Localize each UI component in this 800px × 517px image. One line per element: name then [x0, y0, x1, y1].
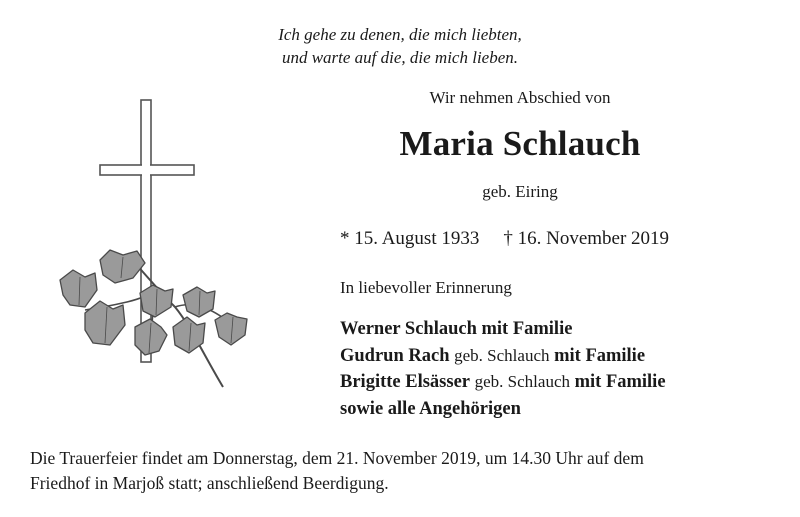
intro-text: Wir nehmen Abschied von	[429, 88, 611, 107]
mourner-suffix: mit Familie	[574, 372, 666, 392]
funeral-notice-line-2: Friedhof in Marjoß statt; anschließend Beerdigung.	[30, 473, 389, 493]
cross-with-ivy-illustration	[55, 95, 255, 395]
life-dates	[340, 228, 669, 250]
birth-date: * 15. August 1933	[340, 228, 480, 249]
birth-name: geb. Eiring	[482, 182, 558, 201]
quote-line-1: Ich gehe zu denen, die mich liebten,	[278, 25, 522, 44]
mourner-line	[340, 316, 666, 343]
funeral-notice-line-1: Die Trauerfeier findet am Donnerstag, dem 21. November 2019, um 14.30 Uhr auf dem	[30, 448, 644, 468]
mourner-name: Brigitte Elsässer	[340, 372, 470, 392]
mourner-line	[340, 396, 666, 423]
mourner-name: Werner Schlauch mit Familie	[340, 319, 573, 339]
cross-icon	[55, 95, 255, 395]
mourner-name: sowie alle Angehörigen	[340, 398, 521, 419]
mourners-list	[340, 316, 666, 422]
memory-text: In liebevoller Erinnerung	[340, 278, 512, 297]
funeral-notice	[30, 446, 780, 496]
quote-line-2: und warte auf die, die mich lieben.	[281, 48, 519, 67]
mourner-suffix: mit Familie	[554, 345, 646, 366]
mourner-line	[340, 369, 666, 396]
mourner-birth-name: geb. Schlauch	[454, 345, 550, 365]
mourner-line	[340, 343, 666, 370]
mourner-name: Gudrun Rach	[340, 345, 450, 366]
mourner-birth-name: geb. Schlauch	[474, 372, 570, 391]
death-date: † 16. November 2019	[503, 228, 670, 249]
deceased-name: Maria Schlauch	[399, 124, 641, 163]
